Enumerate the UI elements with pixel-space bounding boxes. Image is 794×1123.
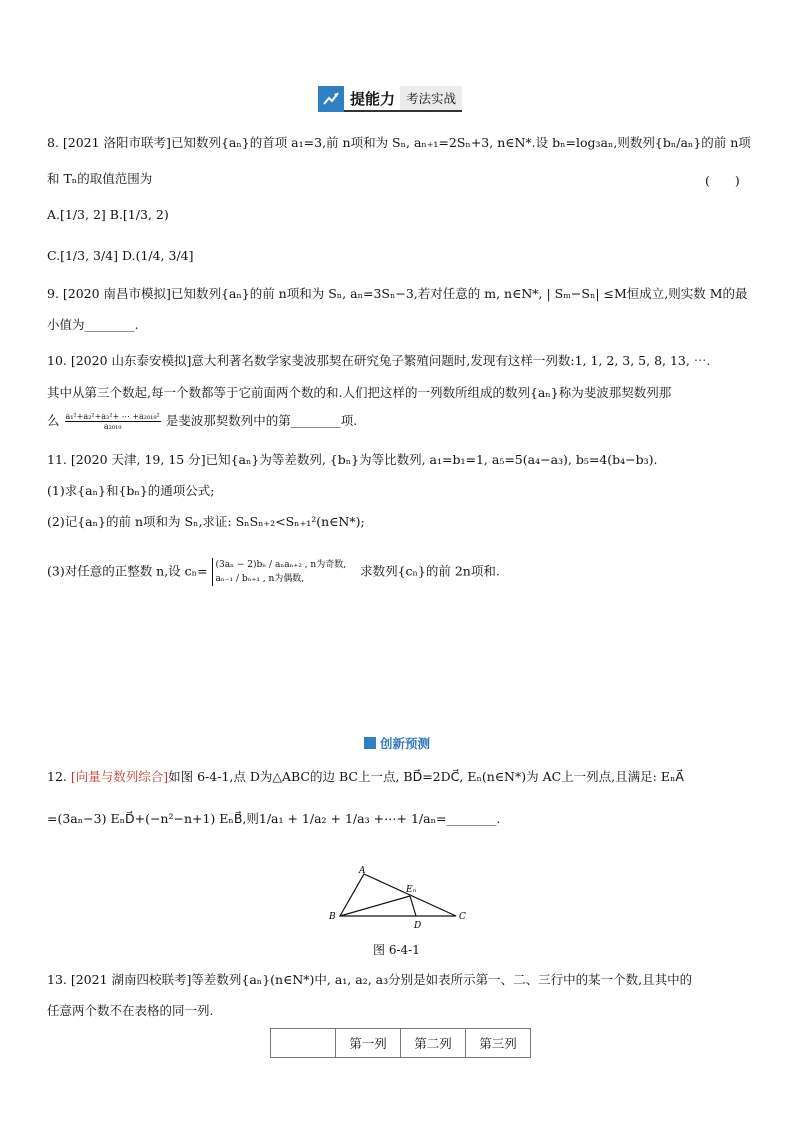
section-header: [318, 86, 462, 112]
q9-line1: 9. [2020 南昌市模拟]已知数列{aₙ}的前 n项和为 Sₙ, aₙ=3Sₙ−3,若对任意的 m, n∈N*, | Sₘ−Sₙ| ≤M恒成立,则实数 M的最: [47, 286, 748, 301]
table-header-cell: 第二列: [401, 1029, 466, 1058]
triangle-figure: [320, 862, 470, 932]
q11-part3-post: 求数列{cₙ}的前 2n项和.: [360, 563, 500, 579]
table-header-cell: 第三列: [466, 1029, 531, 1058]
q11-part3-pre: (3)对任意的正整数 n,设 cₙ=: [47, 563, 208, 579]
edit-icon: [364, 737, 376, 749]
label-c: C: [459, 912, 466, 922]
q10-line1: 10. [2020 山东泰安模拟]意大利著名数学家斐波那契在研究兔子繁殖问题时,发现有这样一列数:1, 1, 2, 3, 5, 8, 13, ⋯.: [47, 353, 711, 368]
q9-line2: 小值为________.: [47, 317, 139, 332]
q10-line3: [47, 412, 357, 431]
q11-part3: [47, 558, 500, 586]
q8-option-d: D.(1/4, 3/4]: [122, 248, 194, 263]
q10-frac-numerator: a₁²+a₂²+a₃²+ ⋯ +a₂₀₁₉²: [65, 412, 160, 421]
segment-ed: [410, 896, 416, 916]
figure-caption: 图 6-4-1: [373, 943, 420, 957]
q11-line1: 11. [2020 天津, 19, 15 分]已知{aₙ}为等差数列, {bₙ}为等比数列, a₁=b₁=1, a₅=5(a₄−a₃), b₅=4(b₄−b₃).: [47, 452, 658, 467]
chart-icon: [318, 86, 344, 112]
trend-up-icon: [322, 90, 340, 108]
q10-fraction: [65, 412, 161, 431]
q8-option-b: B.[1/3, 2): [109, 207, 169, 222]
label-a: A: [359, 866, 366, 876]
q10-line3-pre: 么: [47, 413, 60, 428]
q10-line3-post: 是斐波那契数列中的第________项.: [165, 413, 358, 428]
label-d: D: [414, 921, 422, 931]
segment-be: [340, 896, 410, 916]
q12-line2: =(3aₙ−3) EₙD⃗+(−n²−n+1) EₙB⃗,则1/a₁ + 1/a₂ + 1/a₃ +⋯+ 1/aₙ=________.: [47, 811, 501, 826]
section-title: 提能力: [344, 86, 400, 112]
q11-part2: (2)记{aₙ}的前 n项和为 Sₙ,求证: SₙSₙ₊₂<Sₙ₊₁²(n∈N*);: [47, 514, 365, 529]
triangle-abc: [340, 874, 456, 916]
table-header-cell: [271, 1029, 336, 1058]
q11-piecewise: [212, 558, 347, 586]
q13-line2: 任意两个数不在表格的同一列.: [47, 1003, 214, 1018]
q13-table: [270, 1028, 531, 1058]
q10-line2: 其中从第三个数起,每一个数都等于它前面两个数的和.人们把这样的一列数所组成的数列{aₙ}称为斐波那契数列那: [47, 385, 672, 400]
table-row: [271, 1029, 531, 1058]
q10-frac-denominator: a₂₀₁₉: [103, 422, 122, 431]
q13-line1: 13. [2021 湖南四校联考]等差数列{aₙ}(n∈N*)中, a₁, a₂, a₃分别是如表所示第一、二、三行中的某一个数,且其中的: [47, 972, 693, 987]
q8-line2: 和 Tₙ的取值范围为: [47, 171, 153, 186]
q12-text1: 如图 6-4-1,点 D为△ABC的边 BC上一点, BD⃗=2DC⃗, Eₙ(n∈N*)为 AC上一列点,且满足: EₙA⃗: [168, 769, 684, 784]
label-b: B: [329, 912, 336, 922]
section-subtitle: 考法实战: [400, 86, 462, 112]
q12-tag: [向量与数列综合]: [70, 769, 169, 784]
q11-case-odd: (3aₙ − 2)bₙ / aₙaₙ₊₂ , n为奇数,: [215, 560, 347, 570]
prediction-title: 创新预测: [380, 736, 431, 751]
prediction-header: [364, 734, 430, 752]
table-header-cell: 第一列: [336, 1029, 401, 1058]
q12-prefix: 12.: [47, 769, 71, 784]
q12-line1: [47, 769, 684, 785]
q8-line1: 8. [2021 洛阳市联考]已知数列{aₙ}的首项 a₁=3,前 n项和为 Sₙ, aₙ₊₁=2Sₙ+3, n∈N*.设 bₙ=log₃aₙ,则数列{bₙ/aₙ}的前 n项: [47, 135, 751, 150]
q11-case-even: aₙ₋₁ / bₙ₊₁ , n为偶数,: [215, 574, 305, 584]
label-en: Eₙ: [406, 885, 417, 895]
q8-answer-paren: ( ): [705, 173, 740, 188]
q8-options-ab: [47, 207, 169, 223]
q11-part1: (1)求{aₙ}和{bₙ}的通项公式;: [47, 483, 215, 498]
q8-options-cd: [47, 248, 194, 264]
q8-option-c: C.[1/3, 3/4]: [47, 248, 119, 263]
q8-option-a: A.[1/3, 2]: [47, 207, 106, 222]
